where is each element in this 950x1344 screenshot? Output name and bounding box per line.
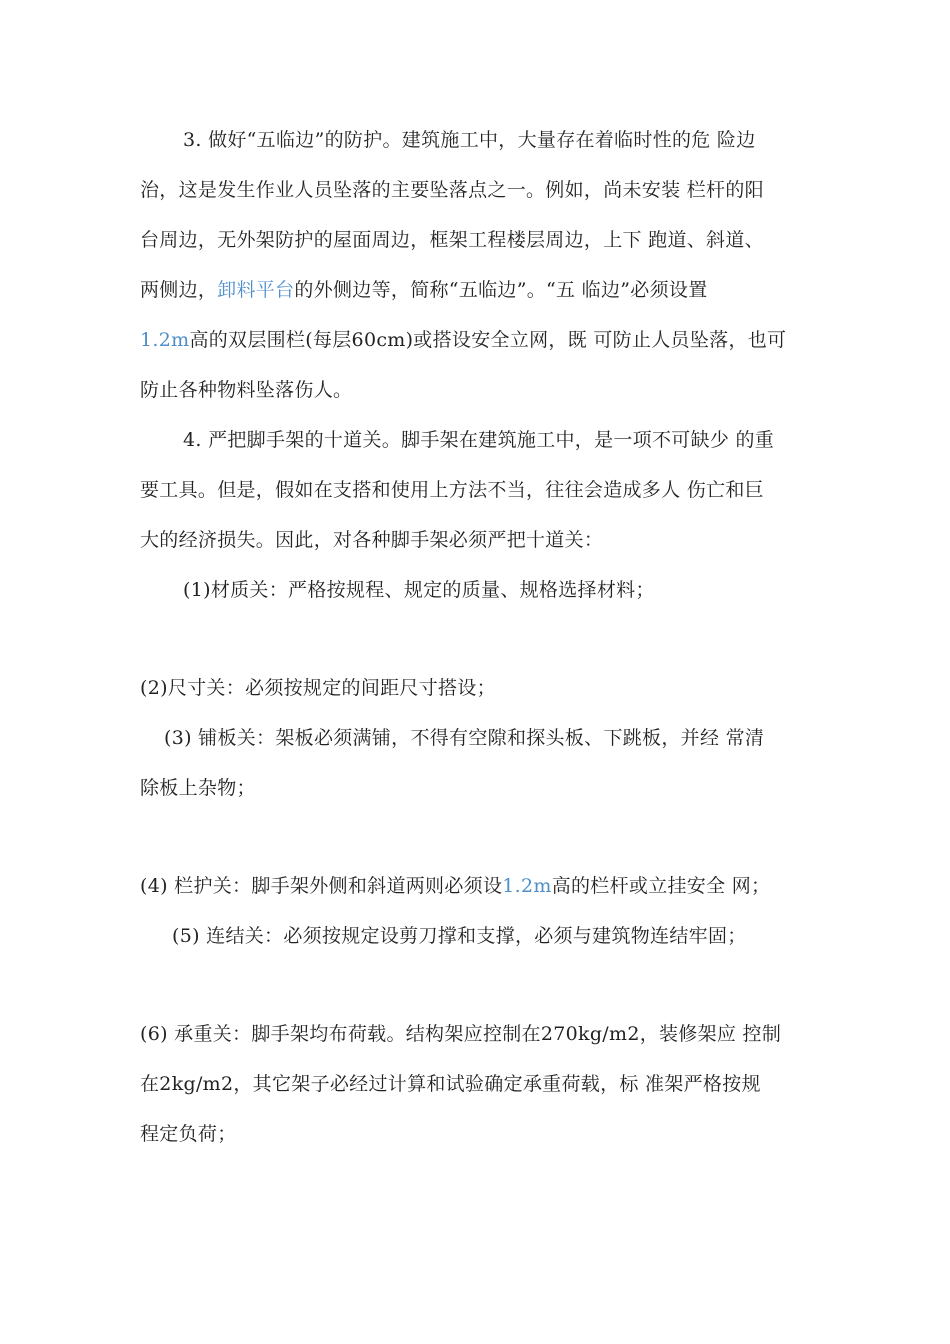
text: (2)尺寸关：必须按规定的间距尺寸搭设； [140, 677, 496, 699]
text: (5) 连结关：必须按规定设剪刀撑和支撑，必须与建筑物连结牢固； [172, 925, 747, 947]
unloading-platform-link[interactable]: 卸料平台 [217, 279, 295, 301]
item-6-line-3 [140, 1122, 820, 1146]
text: (6) 承重关：脚手架均布荷载。结构架应控制在270kg/m2，装修架应 控制 [140, 1023, 782, 1045]
text: 两侧边， [140, 279, 218, 301]
item-6-line-1 [140, 1022, 820, 1046]
paragraph-3-line-1 [183, 128, 863, 152]
text: (3) 铺板关：架板必须满铺，不得有空隙和探头板、下跳板，并经 常清 [164, 727, 765, 749]
text: 3. 做好“五临边”的防护。建筑施工中，大量存在着临时性的危 险边 [183, 129, 756, 151]
paragraph-4-line-3 [140, 528, 820, 552]
text: 高的栏杆或立挂安全 网； [551, 875, 771, 897]
item-4-line [140, 874, 820, 898]
paragraph-4-line-2 [140, 478, 820, 502]
item-5-line [172, 924, 852, 948]
paragraph-4-line-1 [183, 428, 863, 452]
item-2-line [140, 676, 820, 700]
item-6-line-2 [140, 1072, 820, 1096]
text: 程定负荷； [140, 1123, 237, 1145]
text: 治，这是发生作业人员坠落的主要坠落点之一。例如，尚未安装 栏杆的阳 [140, 179, 764, 201]
item-3-line-2 [140, 776, 820, 800]
paragraph-3-line-2 [140, 178, 820, 202]
text: 在2kg/m2，其它架子必经过计算和试验确定承重荷载，标 准架严格按规 [140, 1073, 761, 1095]
text: 高的双层围栏(每层60cm)或搭设安全立网，既 可防止人员坠落，也可 [189, 329, 787, 351]
text: 4. 严把脚手架的十道关。脚手架在建筑施工中，是一项不可缺少 的重 [183, 429, 775, 451]
item-3-line-1 [164, 726, 844, 750]
text: 的外侧边等，简称“五临边”。“五 临边”必须设置 [294, 279, 708, 301]
text: 要工具。但是，假如在支搭和使用上方法不当，往往会造成多人 伤亡和巨 [140, 479, 764, 501]
paragraph-3-line-3 [140, 228, 820, 252]
paragraph-3-line-4 [140, 278, 820, 302]
item-1-line [183, 578, 863, 602]
paragraph-3-line-6 [140, 378, 820, 402]
text: (1)材质关：严格按规程、规定的质量、规格选择材料； [183, 579, 655, 601]
paragraph-3-line-5 [140, 328, 820, 352]
text: 除板上杂物； [140, 777, 256, 799]
height-link-2[interactable]: 1.2m [502, 875, 552, 897]
text: 防止各种物料坠落伤人。 [140, 379, 353, 401]
height-link[interactable]: 1.2m [140, 329, 190, 351]
text: (4) 栏护关：脚手架外侧和斜道两则必须设 [140, 875, 503, 897]
text: 台周边，无外架防护的屋面周边，框架工程楼层周边，上下 跑道、斜道、 [140, 229, 764, 251]
text: 大的经济损失。因此，对各种脚手架必须严把十道关： [140, 529, 604, 551]
